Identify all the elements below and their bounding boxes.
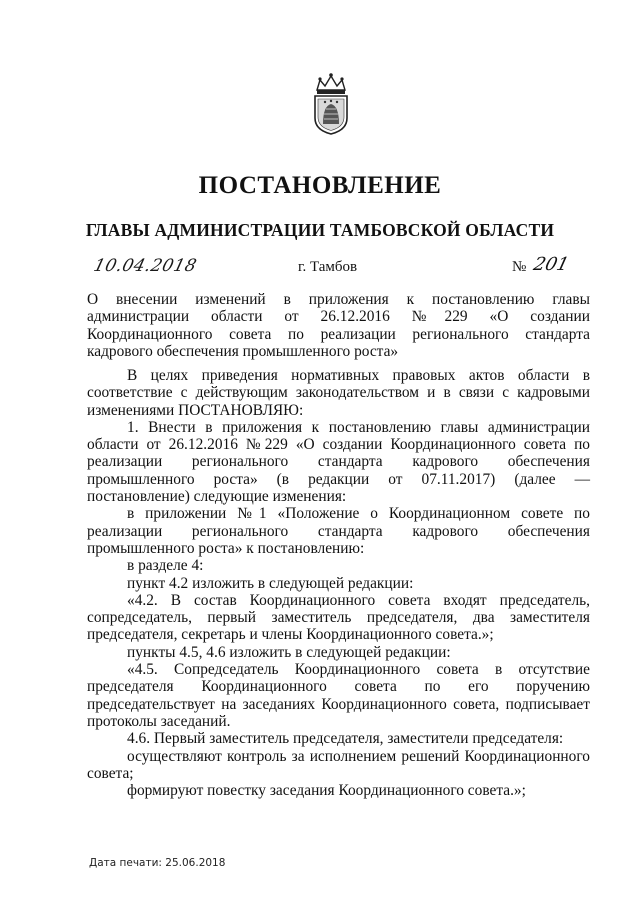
- body-paragraph: «4.2. В состав Координационного совета входят председатель, сопредседатель, первый заместитель председателя, два заместителя председателя, секретарь и члены Координационного совета.»;: [87, 591, 590, 644]
- body-paragraph: «4.5. Сопредседатель Координационного совета в отсутствие председателя Координационного совета по его поручению председательствует на заседаниях Координационного совета, подписывает протоколы заседаний.: [87, 661, 590, 730]
- body-paragraph: 1. Внести в приложения к постановлению главы администрации области от 26.12.2016 №229 «О создании Координационного совета по реализации регионального стандарта кадрового обеспечения промышленного роста» (в редакции от 07.11.2017) (далее — постановление) следующие изменения:: [87, 418, 590, 506]
- document-title: ПОСТАНОВЛЕНИЕ: [198, 172, 442, 199]
- body-paragraph: осуществляют контроль за исполнением решений Координационного совета;: [87, 747, 590, 782]
- subject-paragraph: О внесении изменений в приложения к постановлению главы администрации области от 26.12.2016 №229 «О создании Координационного совета по реализации регионального стандарта кадрового обеспечения промышленного роста»: [87, 291, 590, 360]
- document-body: [87, 367, 590, 799]
- tambov-coat-of-arms-icon: [311, 72, 351, 136]
- body-paragraph: пункт 4.2 изложить в следующей редакции:: [127, 574, 414, 592]
- body-paragraph: в приложении №1 «Положение о Координационном совете по реализации регионального стандарта кадрового обеспечения промышленного роста» к постановлению:: [87, 505, 590, 557]
- document-subject: [87, 291, 590, 360]
- document-subtitle: ГЛАВЫ АДМИНИСТРАЦИИ ТАМБОВСКОЙ ОБЛАСТИ: [85, 220, 555, 240]
- body-paragraph: 4.6. Первый заместитель председателя, заместители председателя:: [127, 730, 564, 748]
- body-paragraph: формируют повестку заседания Координационного совета.»;: [127, 782, 526, 800]
- handwritten-number: 201: [531, 254, 571, 275]
- number-label: №: [512, 259, 527, 275]
- handwritten-date: 10.04.2018: [91, 256, 199, 276]
- body-paragraph: в разделе 4:: [127, 557, 204, 575]
- body-paragraph: пункты 4.5, 4.6 изложить в следующей редакции:: [127, 643, 451, 661]
- print-date-footer: Дата печати: 25.06.2018: [89, 857, 226, 869]
- city-label: г. Тамбов: [298, 259, 358, 275]
- body-paragraph: В целях приведения нормативных правовых актов области в соответствие с действующим законодательством и в связи с кадровыми изменениями ПОСТАНОВЛЯЮ:: [87, 367, 590, 419]
